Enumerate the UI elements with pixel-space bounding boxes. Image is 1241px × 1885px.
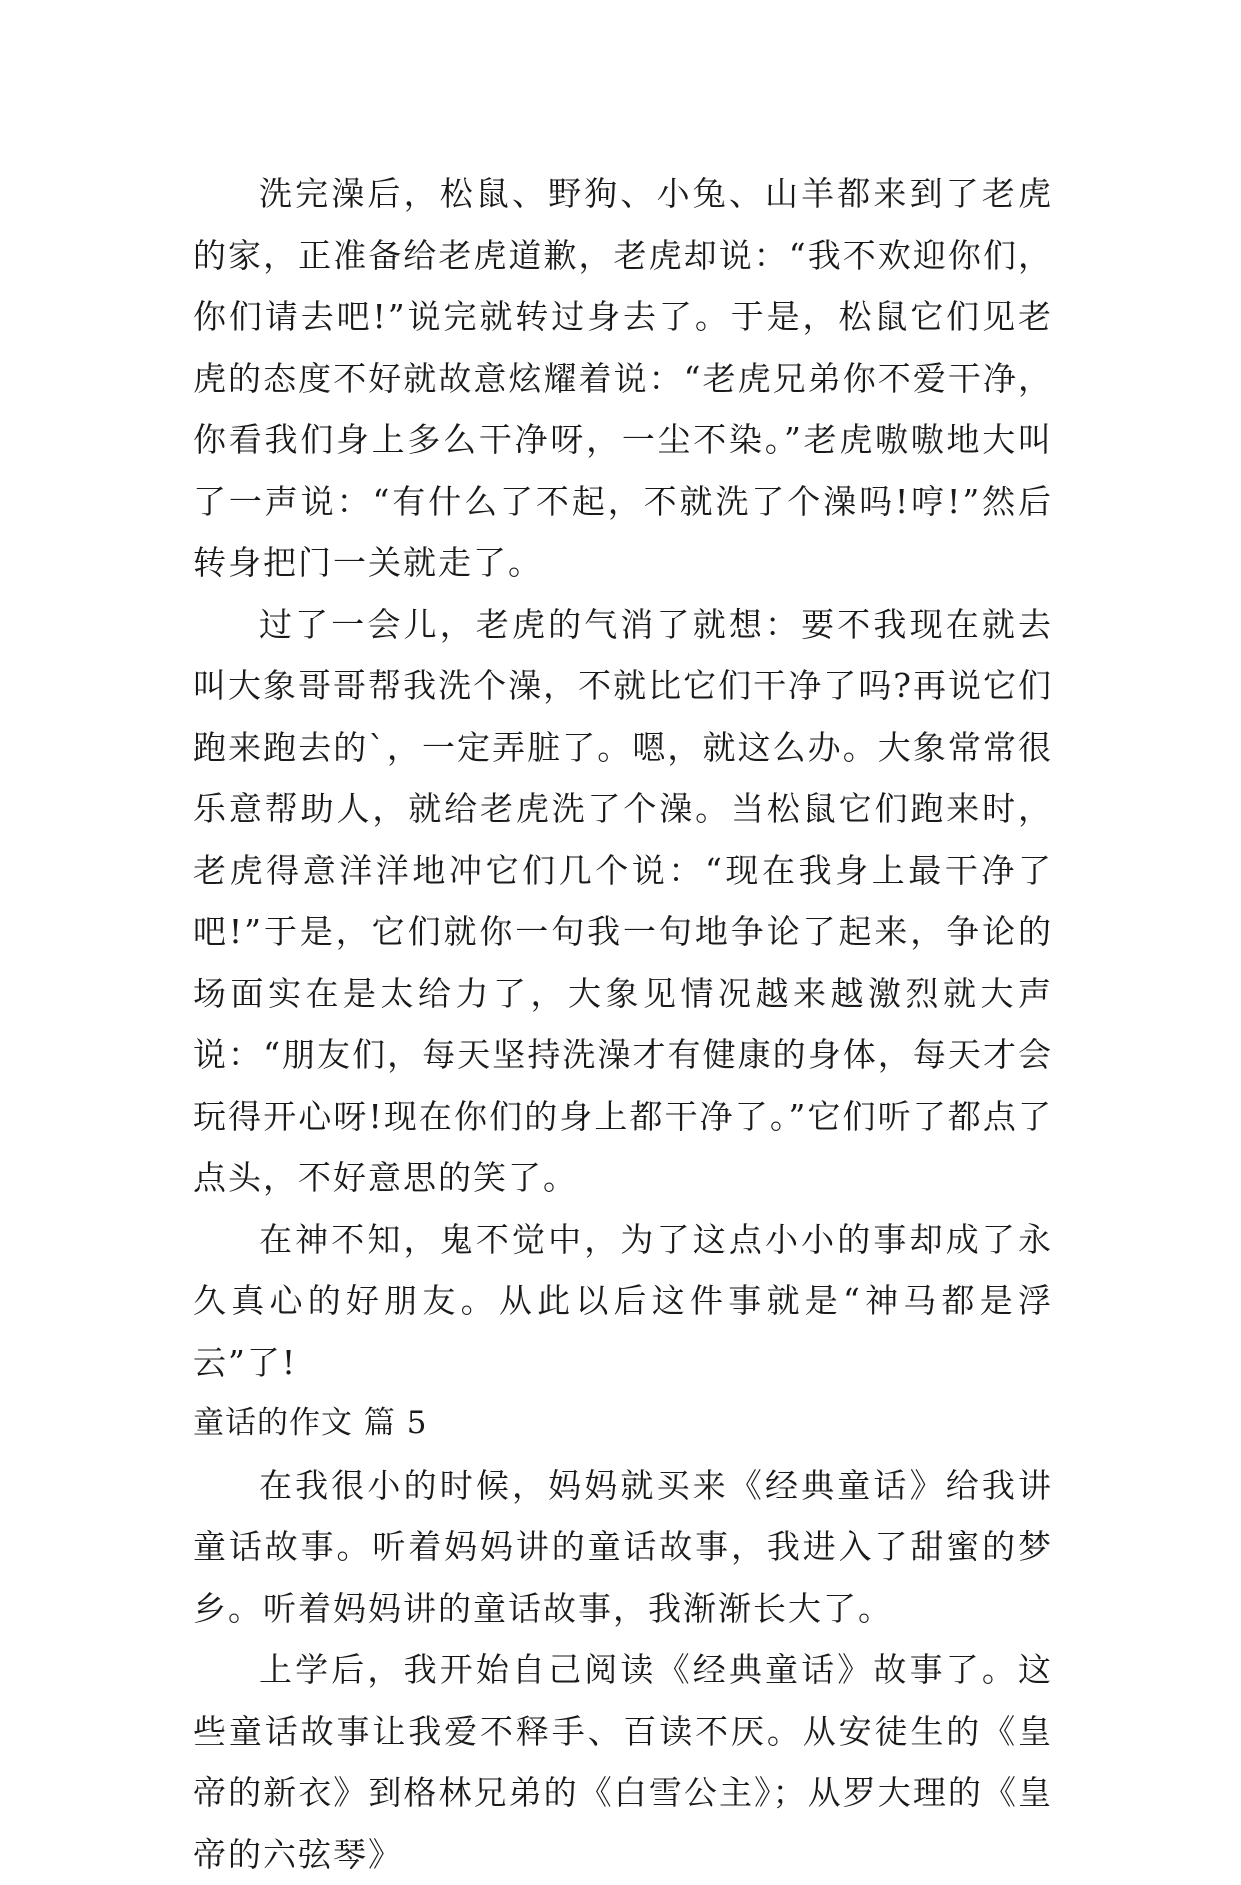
paragraph: 上学后，我开始自己阅读《经典童话》故事了。这些童话故事让我爱不释手、百读不厌。从安徒生的《皇帝的新衣》到格林兄弟的《白雪公主》；从罗大理的《皇帝的六弦琴》	[193, 1650, 1053, 1874]
paragraph: 在我很小的时候，妈妈就买来《经典童话》给我讲童话故事。听着妈妈讲的童话故事，我进入了甜蜜的梦乡。听着妈妈讲的童话故事，我渐渐长大了。	[193, 1465, 1053, 1628]
paragraph: 过了一会儿，老虎的气消了就想：要不我现在就去叫大象哥哥帮我洗个澡，不就比它们干净了吗?再说它们跑来跑去的`，一定弄脏了。嗯，就这么办。大象常常很乐意帮助人，就给老虎洗了个澡。当松鼠它们跑来时，老虎得意洋洋地冲它们几个说：“现在我身上最干净了吧!”于是，它们就你一句我一句地争论了起来，争论的场面实在是太给力了，大象见情况越来越激烈就大声说：“朋友们，每天坚持洗澡才有健康的身体，每天才会玩得开心呀!现在你们的身上都干净了。”它们听了都点了点头，不好意思的笑了。	[193, 604, 1053, 1197]
document-body	[193, 163, 1053, 1885]
paragraph: 在神不知，鬼不觉中，为了这点小小的事却成了永久真心的好朋友。从此以后这件事就是“神马都是浮云”了!	[193, 1219, 1053, 1382]
section-heading: 童话的作文 篇 5	[193, 1405, 428, 1441]
paragraph: 洗完澡后，松鼠、野狗、小兔、山羊都来到了老虎的家，正准备给老虎道歉，老虎却说：“我不欢迎你们，你们请去吧!”说完就转过身去了。于是，松鼠它们见老虎的态度不好就故意炫耀着说：“老虎兄弟你不爱干净，你看我们身上多么干净呀，一尘不染。”老虎嗷嗷地大叫了一声说：“有什么了不起，不就洗了个澡吗!哼!”然后转身把门一关就走了。	[193, 174, 1053, 582]
